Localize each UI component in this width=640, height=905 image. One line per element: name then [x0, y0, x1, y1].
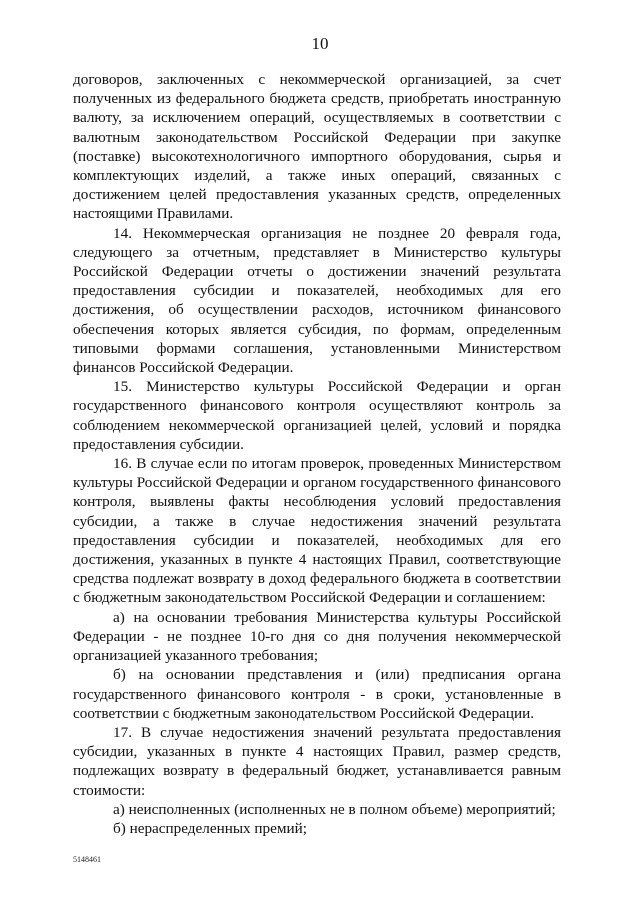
paragraph-item-15: 15. Министерство культуры Российской Федерации и орган государственного финансового контроля осуществляют контроль за соблюдением некоммерческой организацией целей, условий и порядка предоставления субсидии. [73, 378, 561, 453]
paragraph-item-17b: б) нераспределенных премий; [113, 819, 307, 837]
paragraph-item-16a: а) на основании требования Министерства культуры Российской Федерации - не позднее 10-го дня со дня получения некоммерческой организацией указанного требования; [73, 608, 561, 665]
paragraph-continuation: договоров, заключенных с некоммерческой организацией, за счет полученных из федерального бюджета средств, приобретать иностранную валюту, за исключением операций, осуществляемых в соответствии с валютным законодательством Российской Федерации при закупке (поставке) высокотехнологичного импортного оборудования, сырья и комплектующих изделий, а также иных операций, связанных с достижением целей предоставления указанных средств, определенных настоящими Правилами. [73, 71, 561, 223]
paragraph-item-16: 16. В случае если по итогам проверок, проведенных Министерством культуры Российской Федерации и органом государственного финансового контроля, выявлены факты несоблюдения условий предоставления субсидии, а также в случае недостижения значений результата предоставления субсидии и показателей, необходимых для его достижения, указанных в пункте 4 настоящих Правил, соответствующие средства подлежат возврату в доход федерального бюджета в соответствии с бюджетным законодательством Российской Федерации и соглашением: [73, 455, 561, 607]
document-body [73, 70, 561, 838]
paragraph-item-14: 14. Некоммерческая организация не позднее 20 февраля года, следующего за отчетным, представляет в Министерство культуры Российской Федерации отчеты о достижении значений результата предоставления субсидии и показателей, необходимых для его достижения, об осуществлении расходов, источником финансового обеспечения которых является субсидия, по формам, определенным типовыми формами соглашения, установленными Министерством финансов Российской Федерации. [73, 224, 561, 377]
paragraph-item-17a: а) неисполненных (исполненных не в полном объеме) мероприятий; [113, 800, 556, 818]
paragraph-item-16b: б) на основании представления и (или) предписания органа государственного финансового контроля - в сроки, установленные в соответствии с бюджетным законодательством Российской Федерации. [73, 666, 561, 722]
paragraph-item-17: 17. В случае недостижения значений результата предоставления субсидии, указанных в пункте 4 настоящих Правил, размер средств, подлежащих возврату в федеральный бюджет, устанавливается равным стоимости: [73, 723, 561, 799]
document-code: 5148461 [73, 855, 101, 864]
page-number: 10 [311, 34, 329, 53]
